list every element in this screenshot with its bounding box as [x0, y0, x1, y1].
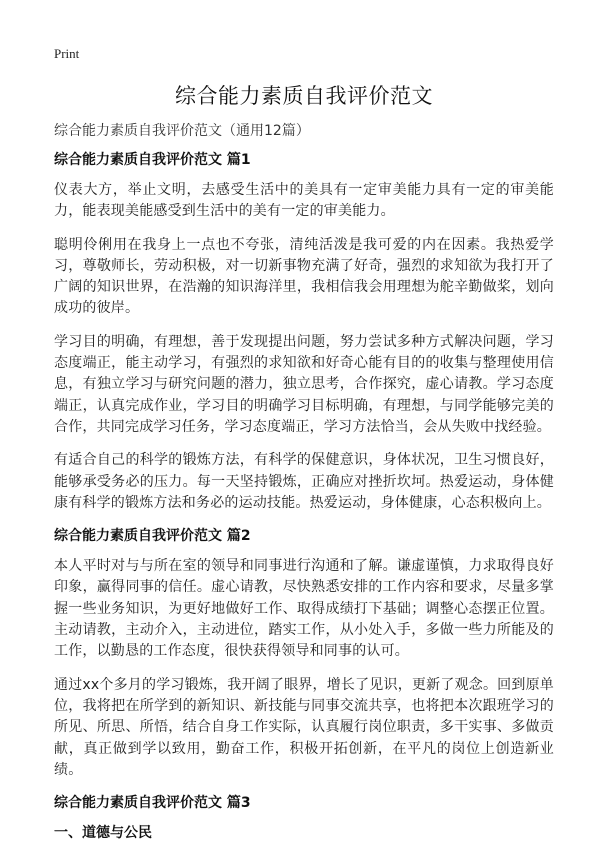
- section-heading: 综合能力素质自我评价范文 篇1: [54, 152, 251, 168]
- paragraph: 仪表大方，举止文明，去感受生活中的美具有一定审美能力具有一定的审美能力，能表现美能感受到生活中的美有一定的审美能力。: [54, 182, 554, 220]
- section-heading: 综合能力素质自我评价范文 篇3: [54, 795, 251, 812]
- document-body: [54, 150, 554, 843]
- section-heading: 综合能力素质自我评价范文 篇2: [54, 528, 251, 545]
- paragraph: 聪明伶俐用在我身上一点也不夸张，清纯活泼是我可爱的内在因素。我热爱学习，尊敬师长，劳动积极，对一切新事物充满了好奇，强烈的求知欲为我打开了广阔的知识世界，在浩瀚的知识海洋里，我相信我会用理想为舵辛勤做桨，划向成功的彼岸。: [54, 236, 554, 317]
- sub-heading: 一、道德与公民: [54, 825, 152, 842]
- document-subtitle: 综合能力素质自我评价范文（通用12篇）: [54, 123, 310, 139]
- paragraph: 有适合自己的科学的锻炼方法，有科学的保健意识，身体状况，卫生习惯良好，能够承受务必的压力。每一天坚持锻炼，正确应对挫折坎坷。热爱运动，身体健康有科学的锻炼方法和务必的运动技能。热爱运动，身体健康，心态积极向上。: [54, 452, 554, 511]
- section-2: [54, 526, 554, 781]
- page-title: 综合能力素质自我评价范文: [175, 84, 433, 108]
- paragraph: 通过xx个多月的学习锻炼，我开阔了眼界，增长了见识，更新了观念。回到原单位，我将把在所学到的新知识、新技能与同事交流共享，也将把本次跟班学习的所见、所思、所悟，结合自身工作实际，认真履行岗位职责，多干实事、多做贡献，真正做到学以致用，勤奋工作，积极开拓创新，在平凡的岗位上创造新业绩。: [54, 676, 554, 778]
- section-1: [54, 150, 554, 514]
- paragraph: 学习目的明确，有理想，善于发现提出问题，努力尝试多种方式解决问题，学习态度端正，能主动学习，有强烈的求知欲和好奇心能有目的的收集与整理使用信息，有独立学习与研究问题的潜力，独立思考，合作探究，虚心请教。学习态度端正，认真完成作业，学习目的明确学习目标明确，有理想，与同学能够完美的合作，共同完成学习任务，学习态度端正，学习方法恰当，会从失败中找经验。: [54, 333, 554, 435]
- print-label[interactable]: Print: [54, 46, 80, 61]
- paragraph: 本人平时对与与所在室的领导和同事进行沟通和了解。谦虚谨慎，力求取得良好印象，赢得同事的信任。虚心请教，尽快熟悉安排的工作内容和要求，尽量多掌握一些业务知识，为更好地做好工作、取得成绩打下基础；调整心态摆正位置。主动请教，主动介入，主动进位，踏实工作，从小处入手，多做一些力所能及的工作，以勤恳的工作态度，很快获得领导和同事的认可。: [54, 558, 554, 660]
- section-3: [54, 793, 554, 843]
